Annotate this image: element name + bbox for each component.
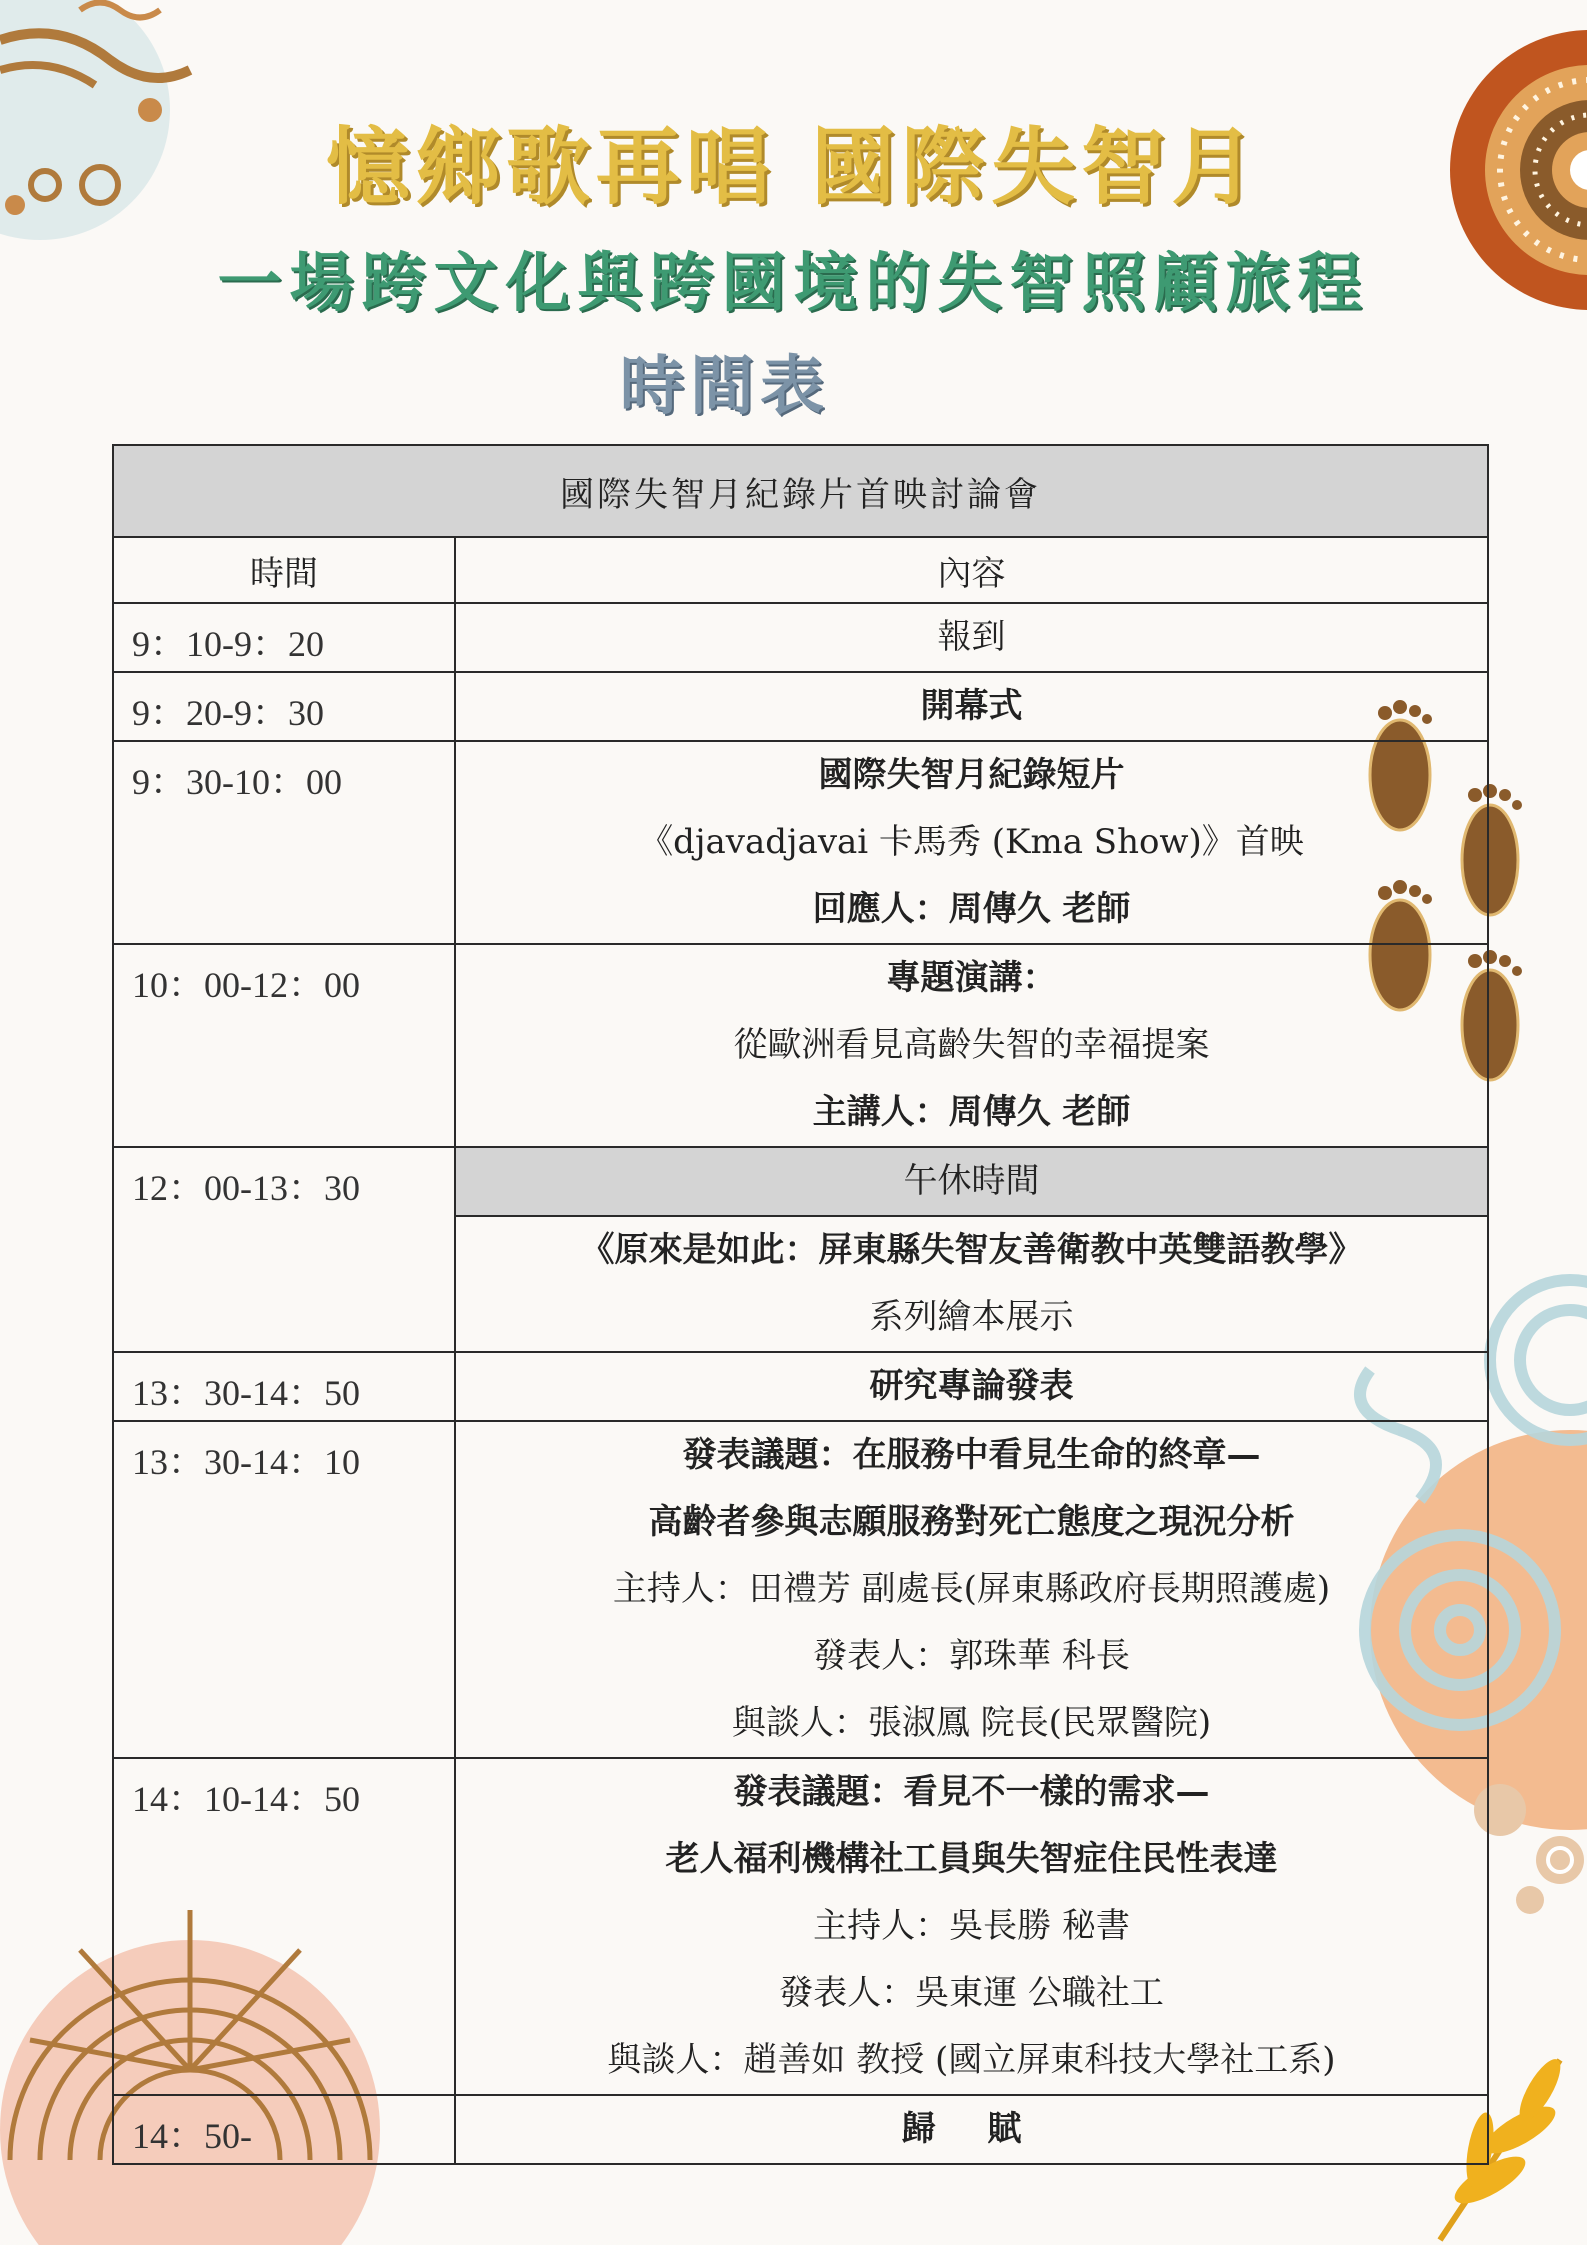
row-time: 14：10-14：50 — [113, 1758, 455, 2095]
row-content: 專題演講： — [886, 958, 1057, 998]
row-content: 發表議題：看見不一樣的需求— — [733, 1772, 1210, 1812]
row-content: 系列繪本展示 — [869, 1297, 1074, 1337]
row-time: 10：00-12：00 — [113, 944, 455, 1147]
row-content: 報到 — [937, 617, 1006, 657]
row-content: 與談人：趙善如 教授 (國立屏東科技大學社工系) — [607, 2040, 1336, 2080]
row-time: 14：50- — [113, 2095, 455, 2164]
row-time: 12：00-13：30 — [113, 1147, 455, 1352]
row-content: 研究專論發表 — [869, 1366, 1074, 1406]
row-content: 老人福利機構社工員與失智症住民性表達 — [665, 1839, 1278, 1879]
main-title: 憶鄉歌再唱 國際失智月 — [325, 118, 1262, 216]
table-row — [113, 741, 1488, 944]
row-time: 9：30-10：00 — [113, 741, 455, 944]
column-header-content: 內容 — [455, 537, 1488, 603]
table-header: 國際失智月紀錄片首映討論會 — [113, 445, 1488, 537]
schedule-table — [112, 444, 1489, 2165]
row-content: 與談人：張淑鳳 院長(民眾醫院) — [731, 1703, 1212, 1743]
row-time: 13：30-14：10 — [113, 1421, 455, 1758]
table-row — [113, 944, 1488, 1147]
row-content: 主持人：吳長勝 秘書 — [813, 1906, 1130, 1946]
table-row — [113, 1352, 1488, 1421]
row-content: 主講人：周傳久 老師 — [812, 1092, 1131, 1132]
row-time: 9：20-9：30 — [113, 672, 455, 741]
table-row — [113, 603, 1488, 672]
row-content: 發表人：郭珠華 科長 — [813, 1636, 1130, 1676]
row-content: 開幕式 — [920, 686, 1023, 726]
schedule-heading: 時間表 — [620, 350, 830, 424]
row-content: 發表議題：在服務中看見生命的終章— — [682, 1435, 1261, 1475]
column-header-time: 時間 — [113, 537, 455, 603]
subtitle: 一場跨文化與跨國境的失智照顧旅程 — [217, 247, 1370, 321]
row-content: 午休時間 — [456, 1148, 1487, 1217]
row-time: 9：10-9：20 — [113, 603, 455, 672]
row-content: 從歐洲看見高齡失智的幸福提案 — [733, 1025, 1210, 1065]
table-row — [113, 1421, 1488, 1758]
row-content: 回應人：周傳久 老師 — [812, 889, 1131, 929]
row-content: 主持人：田禮芳 副處長(屏東縣政府長期照護處) — [612, 1569, 1331, 1609]
table-row — [113, 2095, 1488, 2164]
row-content: 《djavadjavai 卡馬秀 (Kma Show)》首映 — [639, 822, 1304, 862]
row-content: 國際失智月紀錄短片 — [818, 755, 1125, 795]
row-content: 歸 賦 — [901, 2109, 1042, 2149]
row-time: 13：30-14：50 — [113, 1352, 455, 1421]
row-content: 《原來是如此：屏東縣失智友善衛教中英雙語教學》 — [580, 1230, 1363, 1270]
row-content: 高齡者參與志願服務對死亡態度之現況分析 — [648, 1502, 1295, 1542]
row-content: 發表人：吳東運 公職社工 — [779, 1973, 1164, 2013]
table-row — [113, 672, 1488, 741]
table-row — [113, 1758, 1488, 2095]
table-row — [113, 1147, 1488, 1352]
